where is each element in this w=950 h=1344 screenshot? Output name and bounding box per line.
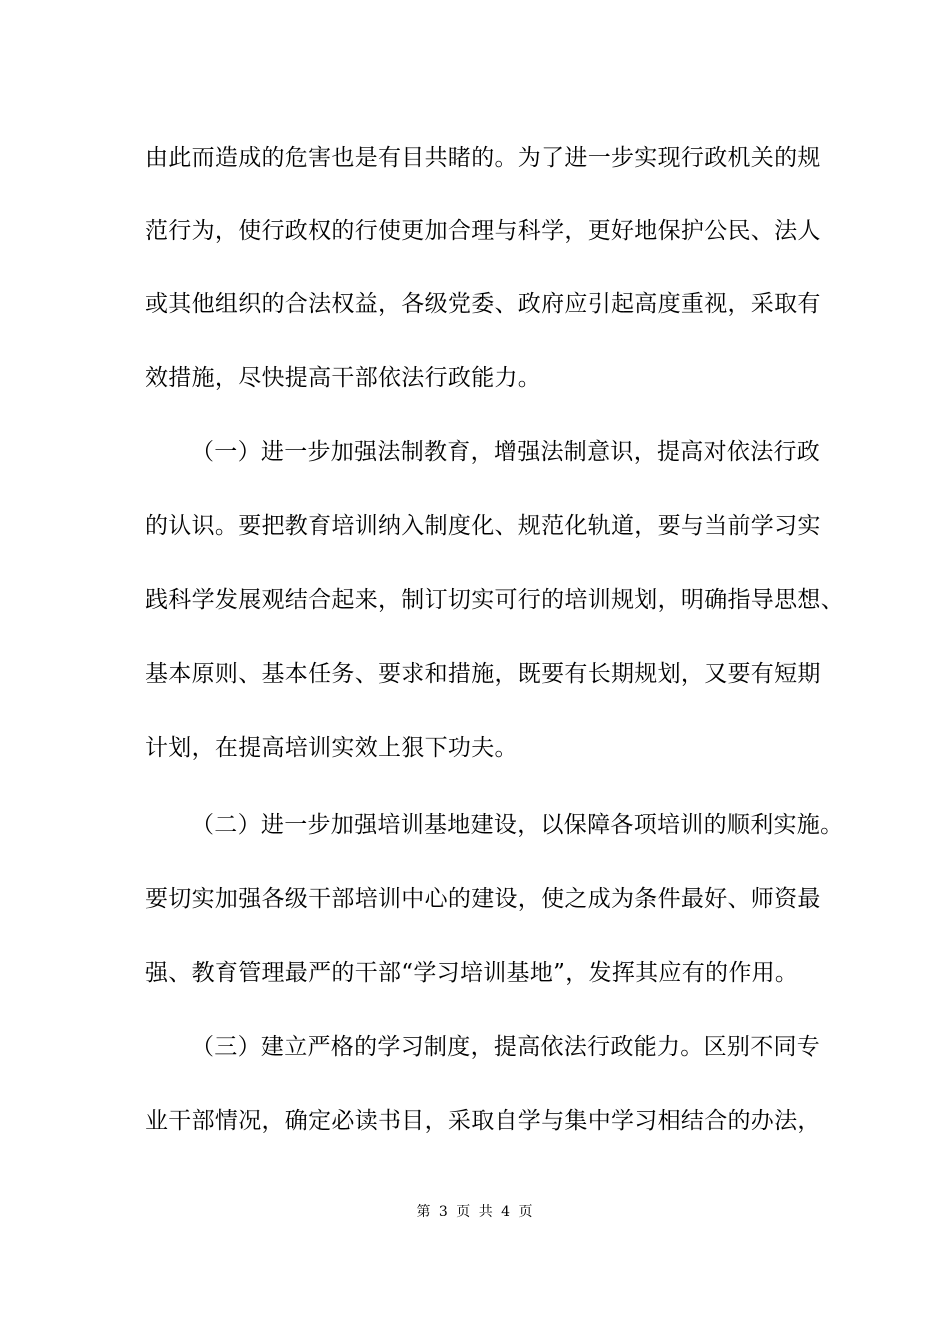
body-text-line: 或其他组织的合法权益，各级党委、政府应引起高度重视，采取有 <box>145 291 821 317</box>
total-label: 共 <box>478 1204 494 1220</box>
page-footer <box>0 1203 950 1221</box>
body-text-line: 由此而造成的危害也是有目共睹的。为了进一步实现行政机关的规 <box>145 145 821 171</box>
body-text-line: 强、教育管理最严的干部“学习培训基地”，发挥其应有的作用。 <box>145 960 799 986</box>
body-text-line: 要切实加强各级干部培训中心的建设，使之成为条件最好、师资最 <box>145 886 821 912</box>
body-text-line: 效措施，尽快提高干部依法行政能力。 <box>145 365 542 391</box>
body-text-line: 计划，在提高培训实效上狠下功夫。 <box>145 735 518 761</box>
page-label-prefix: 第 <box>416 1204 432 1220</box>
paragraph-2-heading-line: （二）进一步加强培训基地建设，以保障各项培训的顺利实施。 <box>191 812 844 838</box>
total-page-number: 4 <box>501 1204 512 1220</box>
paragraph-1-heading-line: （一）进一步加强法制教育，增强法制意识，提高对依法行政 <box>191 439 821 465</box>
current-page-number: 3 <box>438 1204 449 1220</box>
total-unit: 页 <box>518 1204 534 1220</box>
body-text-line: 基本原则、基本任务、要求和措施，既要有长期规划，又要有短期 <box>145 661 821 687</box>
page-unit: 页 <box>456 1204 472 1220</box>
body-text-line: 业干部情况，确定必读书目，采取自学与集中学习相结合的办法， <box>145 1108 821 1134</box>
paragraph-3-heading-line: （三）建立严格的学习制度，提高依法行政能力。区别不同专 <box>191 1034 821 1060</box>
body-text-line: 范行为，使行政权的行使更加合理与科学，更好地保护公民、法人 <box>145 218 821 244</box>
body-text-line: 的认识。要把教育培训纳入制度化、规范化轨道，要与当前学习实 <box>145 513 821 539</box>
body-text-line: 践科学发展观结合起来，制订切实可行的培训规划，明确指导思想、 <box>145 587 844 613</box>
